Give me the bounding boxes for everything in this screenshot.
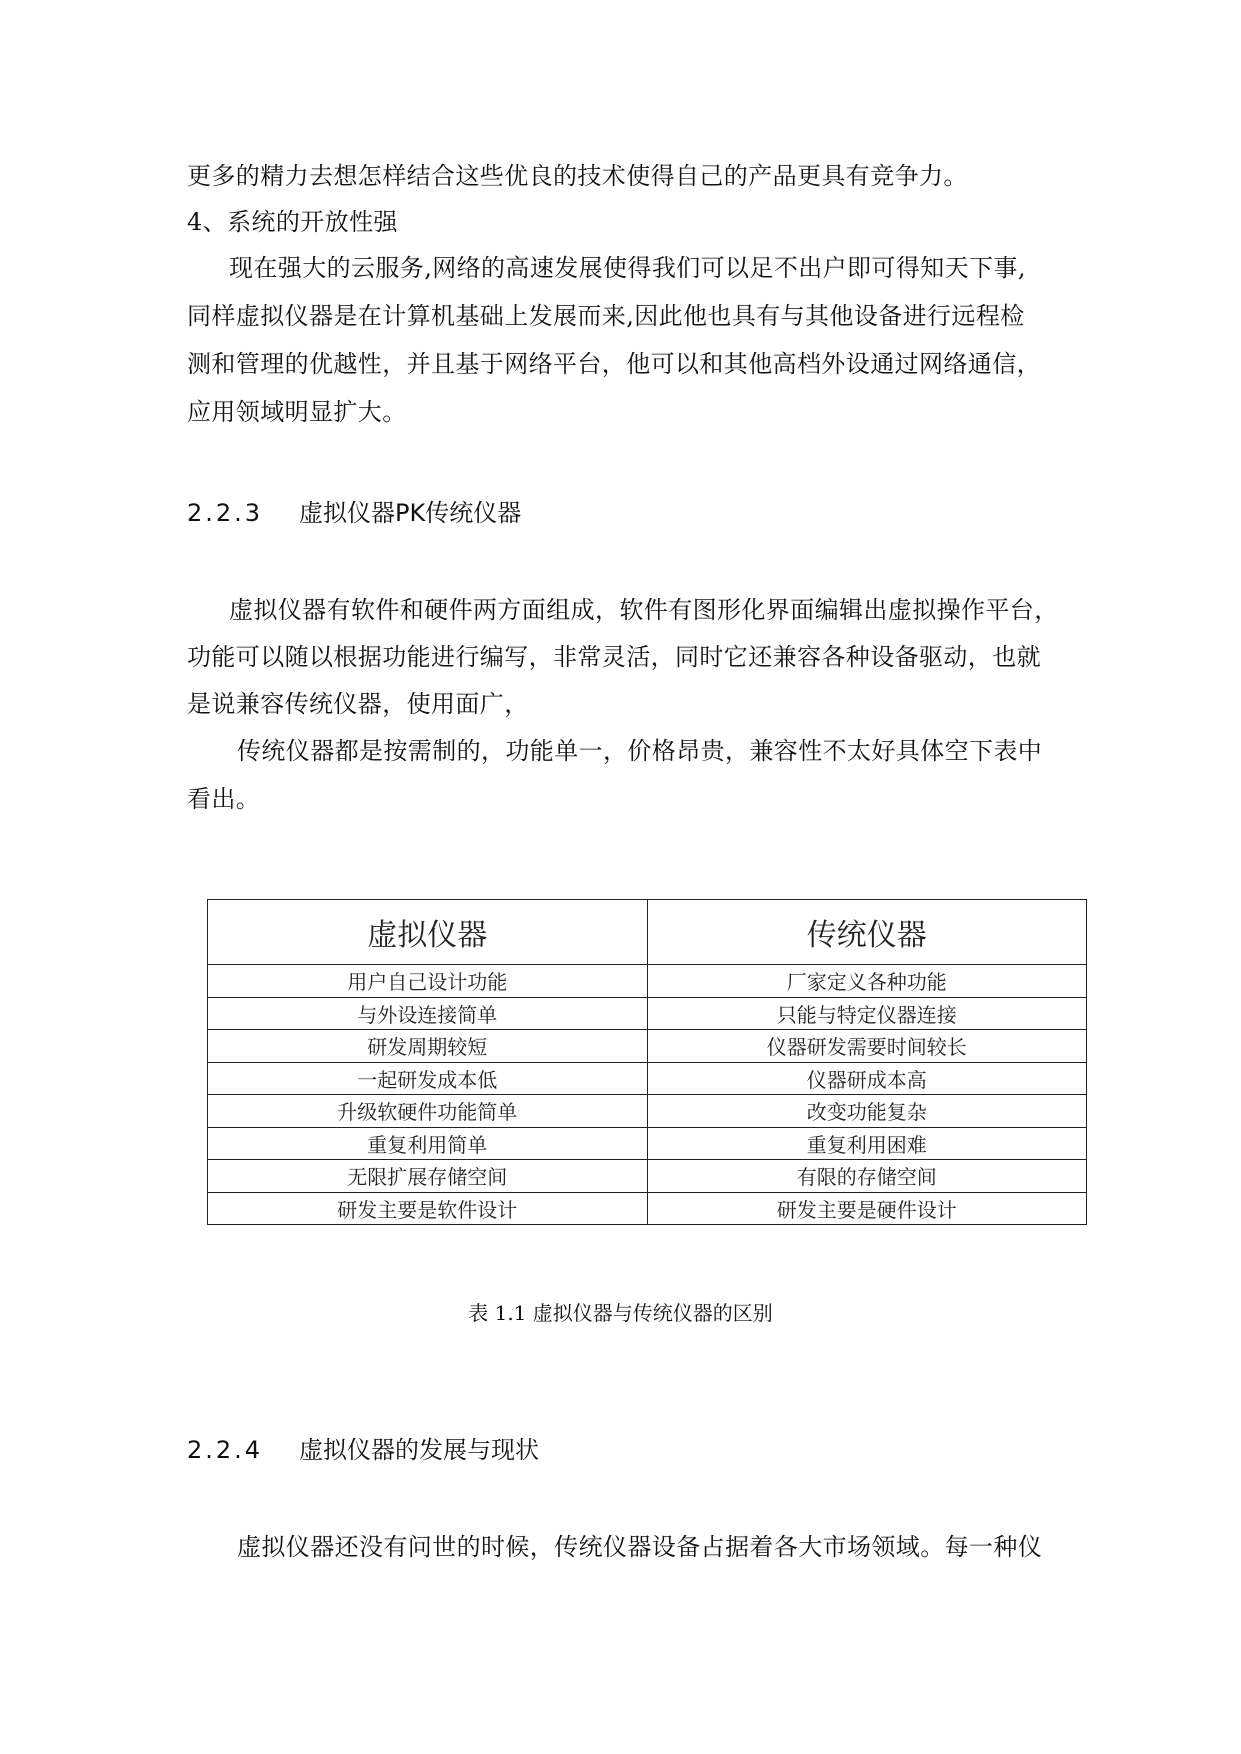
table-cell: 仪器研发需要时间较长 <box>647 1030 1087 1063</box>
section-heading-2-2-3 <box>187 497 521 529</box>
table-header-row <box>208 900 1087 965</box>
table-row <box>208 1030 1087 1063</box>
table-cell: 改变功能复杂 <box>647 1095 1087 1128</box>
paragraph-line: 现在强大的云服务,网络的高速发展使得我们可以足不出户即可得知天下事, <box>229 254 1026 282</box>
paragraph-line: 同样虚拟仪器是在计算机基础上发展而来,因此他也具有与其他设备进行远程检 <box>187 302 1025 330</box>
section-title: 虚拟仪器PK传统仪器 <box>299 499 522 527</box>
table-row <box>208 997 1087 1030</box>
paragraph-line: 更多的精力去想怎样结合这些优良的技术使得自己的产品更具有竞争力。 <box>187 162 968 190</box>
table-cell: 厂家定义各种功能 <box>647 965 1087 998</box>
paragraph-line: 应用领域明显扩大。 <box>187 398 407 426</box>
table-cell: 无限扩展存储空间 <box>208 1160 648 1193</box>
table-cell: 用户自己设计功能 <box>208 965 648 998</box>
paragraph-line: 虚拟仪器还没有问世的时候，传统仪器设备占据着各大市场领域。每一种仪 <box>237 1533 1043 1561</box>
table-cell: 仪器研成本高 <box>647 1062 1087 1095</box>
paragraph-line: 测和管理的优越性，并且基于网络平台，他可以和其他高档外设通过网络通信， <box>187 350 1041 378</box>
table-row <box>208 1095 1087 1128</box>
table-row <box>208 1127 1087 1160</box>
table-cell: 研发主要是软件设计 <box>208 1192 648 1225</box>
table-cell: 研发周期较短 <box>208 1030 648 1063</box>
table-cell: 重复利用困难 <box>647 1127 1087 1160</box>
column-header-traditional: 传统仪器 <box>647 900 1087 965</box>
table-cell: 有限的存储空间 <box>647 1160 1087 1193</box>
table-cell: 与外设连接简单 <box>208 997 648 1030</box>
section-number: 2.2.3 <box>187 499 264 527</box>
paragraph-line: 功能可以随以根据功能进行编写，非常灵活，同时它还兼容各种设备驱动，也就 <box>187 643 1041 671</box>
table-row <box>208 1062 1087 1095</box>
paragraph-line: 传统仪器都是按需制的，功能单一，价格昂贵，兼容性不太好具体空下表中 <box>237 737 1043 765</box>
table-cell: 只能与特定仪器连接 <box>647 997 1087 1030</box>
section-heading-2-2-4 <box>187 1434 539 1466</box>
paragraph-line: 虚拟仪器有软件和硬件两方面组成，软件有图形化界面编辑出虚拟操作平台， <box>229 596 1059 624</box>
paragraph-line: 是说兼容传统仪器，使用面广， <box>187 690 529 718</box>
table-cell: 升级软硬件功能简单 <box>208 1095 648 1128</box>
table-row <box>208 965 1087 998</box>
section-title: 虚拟仪器的发展与现状 <box>299 1436 539 1464</box>
table-caption: 表 1.1 虚拟仪器与传统仪器的区别 <box>468 1301 773 1325</box>
table-cell: 研发主要是硬件设计 <box>647 1192 1087 1225</box>
column-header-virtual: 虚拟仪器 <box>208 900 648 965</box>
table-cell: 一起研发成本低 <box>208 1062 648 1095</box>
comparison-table <box>207 899 1087 1225</box>
table-row <box>208 1160 1087 1193</box>
paragraph-line: 看出。 <box>187 785 261 813</box>
section-number: 2.2.4 <box>187 1436 264 1464</box>
table-row <box>208 1192 1087 1225</box>
list-item-heading: 4、系统的开放性强 <box>187 208 398 236</box>
table-cell: 重复利用简单 <box>208 1127 648 1160</box>
